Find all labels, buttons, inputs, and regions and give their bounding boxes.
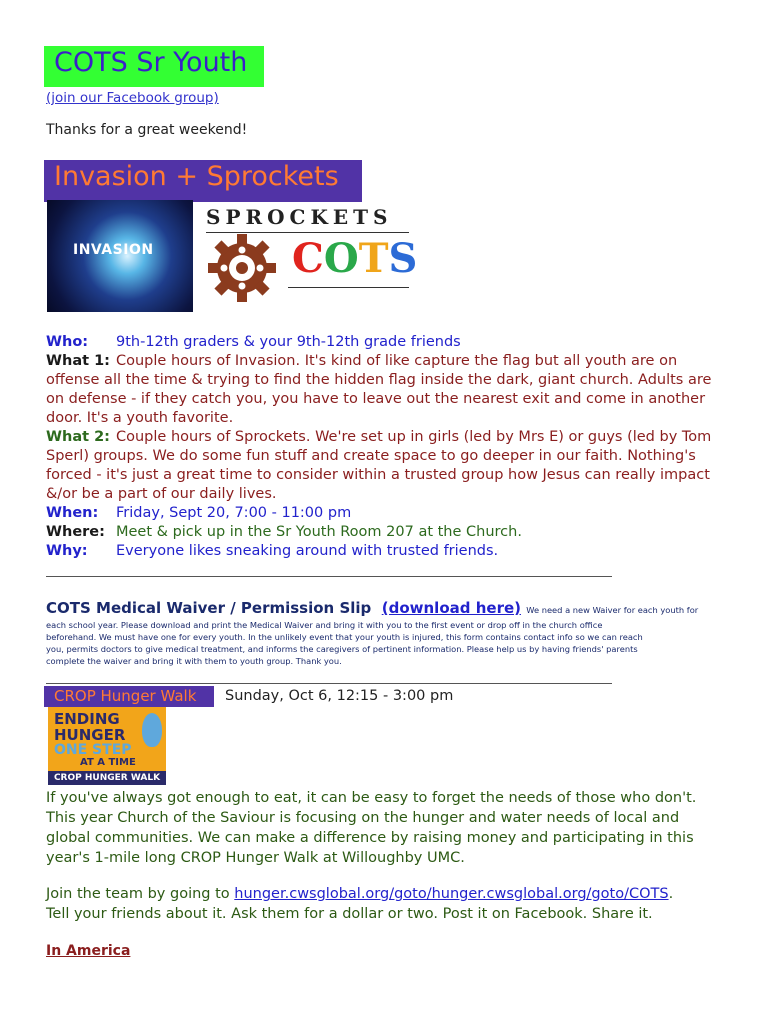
crop-logo-line: CROP HUNGER WALK	[48, 771, 166, 785]
why-text: Everyone likes sneaking around with trusted friends.	[116, 543, 499, 559]
cots-logo-t: T	[358, 235, 389, 282]
invasion-image-label: INVASION	[73, 242, 154, 258]
what1-row	[46, 352, 678, 371]
when-label: When:	[46, 505, 99, 521]
when-row	[46, 504, 352, 523]
cots-logo-s: S	[388, 235, 418, 282]
join-line	[46, 885, 673, 905]
where-row	[46, 523, 522, 542]
crop-date: Sunday, Oct 6, 12:15 - 3:00 pm	[225, 688, 454, 704]
what2-row	[46, 428, 712, 447]
what2-line: &/or be a part of our daily lives.	[46, 486, 277, 502]
cots-logo	[292, 235, 417, 282]
crop-hunger-walk-logo	[48, 707, 166, 785]
join-prefix: Join the team by going to	[46, 886, 235, 902]
what1-line: offense all the time & trying to find the hidden flag inside the dark, giant church. Adults are	[46, 372, 712, 388]
cots-logo-o: O	[323, 235, 359, 282]
sprockets-logo-text: SPROCKETS	[206, 205, 393, 229]
crop-logo-line: HUNGER	[54, 726, 126, 744]
what2-line: Couple hours of Sprockets. We're set up in girls (led by Mrs E) or guys (led by Tom	[116, 429, 712, 445]
gear-icon	[204, 233, 280, 303]
section-divider	[46, 683, 612, 684]
page-title: COTS Sr Youth	[54, 47, 248, 78]
waiver-text-line: you, permits doctors to give medical treatment, and informs the caregivers of pertinent information. Please help us by having friends' parents	[46, 644, 638, 654]
when-text: Friday, Sept 20, 7:00 - 11:00 pm	[116, 505, 352, 521]
cots-divider	[288, 287, 409, 288]
who-text: 9th-12th graders & your 9th-12th grade friends	[116, 334, 461, 350]
what1-line: door. It's a youth favorite.	[46, 410, 234, 426]
waiver-note: We need a new Waiver for each youth for	[526, 605, 699, 615]
crop-paragraph-line: If you've always got enough to eat, it can be easy to forget the needs of those who don't.	[46, 790, 697, 806]
cots-logo-c: C	[292, 235, 324, 282]
crop-paragraph-line: year's 1-mile long CROP Hunger Walk at Willoughby UMC.	[46, 850, 465, 866]
thanks-message: Thanks for a great weekend!	[46, 122, 248, 138]
waiver-text-line: complete the waiver and bring it with them to youth group. Thank you.	[46, 656, 342, 666]
who-row	[46, 333, 461, 352]
what1-line: Couple hours of Invasion. It's kind of like capture the flag but all youth are on	[116, 353, 678, 369]
what1-line: on defense - if they catch you, you have to leave out the nearest exit and come in another	[46, 391, 706, 407]
waiver-text-line: each school year. Please download and print the Medical Waiver and bring it with you to the first event or drop off in the church office	[46, 620, 603, 630]
footprint-icon	[142, 713, 162, 747]
invasion-image	[47, 200, 193, 312]
who-label: Who:	[46, 334, 89, 350]
in-america-heading[interactable]: In America	[46, 943, 131, 959]
where-label: Where:	[46, 524, 105, 540]
waiver-text-line: beforehand. We must have one for every youth. In the unlikely event that your youth is injured, this form contains contact info so we can reach	[46, 632, 643, 642]
what2-label: What 2:	[46, 429, 110, 445]
what1-label: What 1:	[46, 353, 110, 369]
crop-team-link[interactable]: hunger.cwsglobal.org/goto/hunger.cwsglobal.org/goto/COTS	[234, 886, 669, 902]
why-label: Why:	[46, 543, 88, 559]
crop-paragraph-line: This year Church of the Saviour is focusing on the hunger and water needs of local and	[46, 810, 680, 826]
what2-line: Sperl) groups. We do some fun stuff and create space to go deeper in our faith. Nothing's	[46, 448, 696, 464]
facebook-group-link[interactable]: (join our Facebook group)	[46, 90, 219, 106]
where-text: Meet & pick up in the Sr Youth Room 207 at the Church.	[116, 524, 522, 540]
what2-line: forced - it's just a great time to consider within a trusted group how Jesus can really impact	[46, 467, 710, 483]
event-title: Invasion + Sprockets	[54, 161, 339, 192]
section-divider	[46, 576, 612, 577]
share-line: Tell your friends about it. Ask them for a dollar or two. Post it on Facebook. Share it.	[46, 906, 653, 922]
crop-logo-line: AT A TIME	[80, 757, 136, 768]
waiver-title: COTS Medical Waiver / Permission Slip	[46, 599, 372, 617]
crop-title: CROP Hunger Walk	[54, 687, 197, 705]
crop-logo-line: ONE STEP	[54, 742, 132, 758]
join-suffix: .	[668, 886, 674, 902]
crop-logo-line: ENDING	[54, 710, 120, 728]
why-row	[46, 542, 499, 561]
waiver-download-link[interactable]: (download here)	[381, 599, 521, 617]
crop-paragraph-line: global communities. We can make a difference by raising money and participating in this	[46, 830, 694, 846]
waiver-heading	[46, 599, 698, 617]
